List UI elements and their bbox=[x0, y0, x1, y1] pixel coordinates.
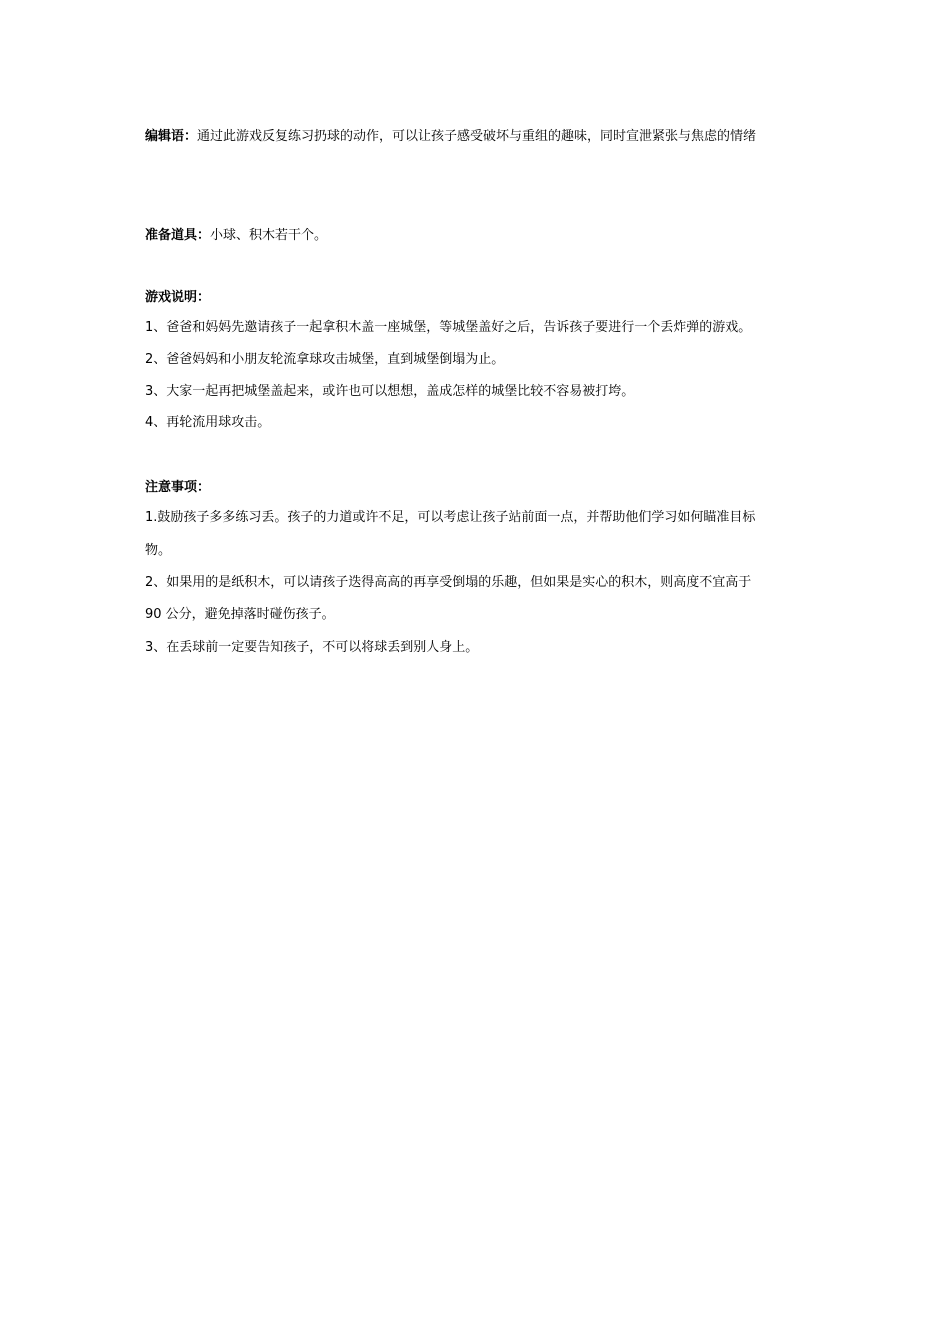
note-item-2-line-1 bbox=[145, 574, 815, 592]
note-item-3 bbox=[145, 639, 815, 657]
instruction-text: 、爸爸和妈妈先邀请孩子一起拿积木盖一座城堡，等城堡盖好之后，告诉孩子要进行一个丢炸弹的游戏。 bbox=[153, 320, 752, 335]
note-number: 90 bbox=[145, 607, 162, 622]
note-text: 鼓励孩子多多练习丢。孩子的力道或许不足，可以考虑让孩子站前面一点，并帮助他们学习如何瞄准目标 bbox=[157, 510, 756, 525]
instruction-text: 、大家一起再把城堡盖起来，或许也可以想想，盖成怎样的城堡比较不容易被打垮。 bbox=[153, 384, 635, 399]
note-text: 、如果用的是纸积木，可以请孩子迭得高高的再享受倒塌的乐趣，但如果是实心的积木，则高度不宜高于 bbox=[153, 575, 752, 590]
props-label: 准备道具： bbox=[145, 228, 211, 243]
instruction-number: 1 bbox=[145, 320, 154, 335]
instruction-text: 、再轮流用球攻击。 bbox=[153, 415, 271, 430]
instruction-number: 4 bbox=[145, 415, 154, 430]
instruction-item bbox=[145, 414, 815, 432]
props-line bbox=[145, 227, 815, 245]
note-item-2-line-2 bbox=[145, 606, 815, 624]
instruction-number: 2 bbox=[145, 352, 154, 367]
note-number: 1. bbox=[145, 510, 158, 525]
props-text: 小球、积木若干个。 bbox=[210, 228, 328, 243]
editor-note-label: 编辑语： bbox=[145, 129, 198, 144]
instructions-heading: 游戏说明： bbox=[145, 290, 211, 305]
note-item-1-line-2: 物。 bbox=[145, 543, 172, 558]
instruction-item bbox=[145, 383, 815, 401]
note-number: 3 bbox=[145, 640, 154, 655]
editor-note bbox=[145, 128, 815, 146]
note-number: 2 bbox=[145, 575, 154, 590]
notes-heading: 注意事项： bbox=[145, 480, 211, 495]
editor-note-text: 通过此游戏反复练习扔球的动作，可以让孩子感受破坏与重组的趣味，同时宣泄紧张与焦虑的情绪 bbox=[197, 129, 757, 144]
note-text: 、在丢球前一定要告知孩子，不可以将球丢到别人身上。 bbox=[153, 640, 479, 655]
note-text: 公分，避免掉落时碰伤孩子。 bbox=[161, 607, 335, 622]
note-item-1-line-1 bbox=[145, 509, 815, 527]
instruction-item bbox=[145, 319, 815, 337]
instruction-item bbox=[145, 351, 815, 369]
instruction-number: 3 bbox=[145, 384, 154, 399]
instruction-text: 、爸爸妈妈和小朋友轮流拿球攻击城堡，直到城堡倒塌为止。 bbox=[153, 352, 505, 367]
